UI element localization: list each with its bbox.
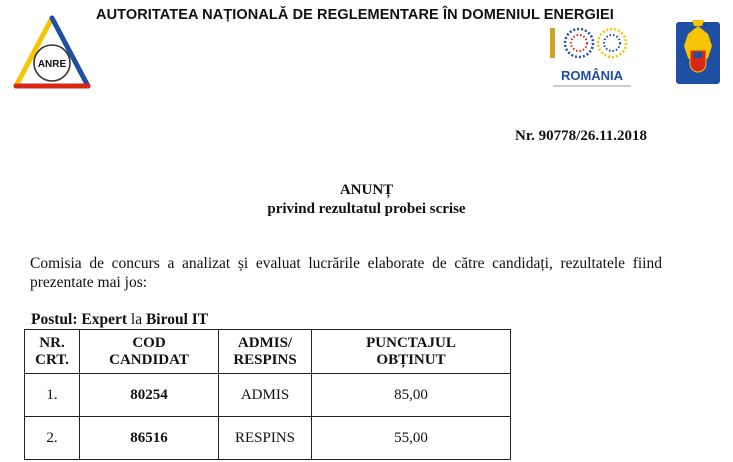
header-score bbox=[312, 330, 511, 374]
row-nr: 2. bbox=[25, 417, 80, 460]
announcement-heading bbox=[0, 181, 733, 219]
header-status bbox=[219, 330, 312, 374]
header-code-line2: CANDIDAT bbox=[109, 351, 189, 368]
centenary-number-mark bbox=[550, 28, 626, 58]
romania-coat-of-arms bbox=[674, 16, 722, 88]
centenary-country-text: ROMÂNIA bbox=[560, 68, 624, 83]
row-code: 86516 bbox=[80, 417, 219, 460]
row-status: RESPINS bbox=[219, 417, 312, 460]
post-role: Expert bbox=[81, 311, 128, 328]
header-status-line2: RESPINS bbox=[233, 351, 297, 368]
table-row bbox=[25, 417, 511, 460]
header-score-line1: PUNCTAJUL bbox=[366, 334, 456, 351]
table-header-row bbox=[25, 330, 511, 374]
row-nr: 1. bbox=[25, 374, 80, 417]
header-status-line1: ADMIS/ bbox=[237, 334, 293, 351]
header-score-line2: OBȚINUT bbox=[376, 351, 446, 368]
announcement-subtitle: privind rezultatul probei scrise bbox=[267, 201, 466, 217]
results-table bbox=[24, 329, 511, 460]
table-row bbox=[25, 374, 511, 417]
header-code bbox=[80, 330, 219, 374]
row-status: ADMIS bbox=[219, 374, 312, 417]
post-department: Biroul IT bbox=[145, 311, 209, 328]
header-nr-line2: CRT. bbox=[35, 351, 69, 368]
row-score: 55,00 bbox=[312, 417, 511, 460]
anre-logo-text: ANRE bbox=[37, 59, 67, 70]
organization-title: AUTORITATEA NAȚIONALĂ DE REGLEMENTARE ÎN DOMENIUL ENERGIEI bbox=[96, 7, 614, 23]
post-connector: la bbox=[130, 311, 143, 328]
intro-paragraph: Comisia de concurs a analizat și evaluat lucrările elaborate de către candidați, rezultatele fiind prezentate mai jos: bbox=[30, 255, 662, 291]
row-score: 85,00 bbox=[312, 374, 511, 417]
row-code: 80254 bbox=[80, 374, 219, 417]
announcement-title: ANUNȚ bbox=[339, 182, 394, 198]
header-code-line1: COD bbox=[132, 334, 166, 351]
post-line bbox=[31, 311, 208, 329]
document-number: Nr. 90778/26.11.2018 bbox=[515, 128, 647, 144]
header-nr bbox=[25, 330, 80, 374]
anre-logo bbox=[12, 14, 92, 90]
header-nr-line1: NR. bbox=[39, 334, 65, 351]
centenary-logo bbox=[545, 24, 640, 90]
post-label: Postul: bbox=[31, 311, 78, 328]
